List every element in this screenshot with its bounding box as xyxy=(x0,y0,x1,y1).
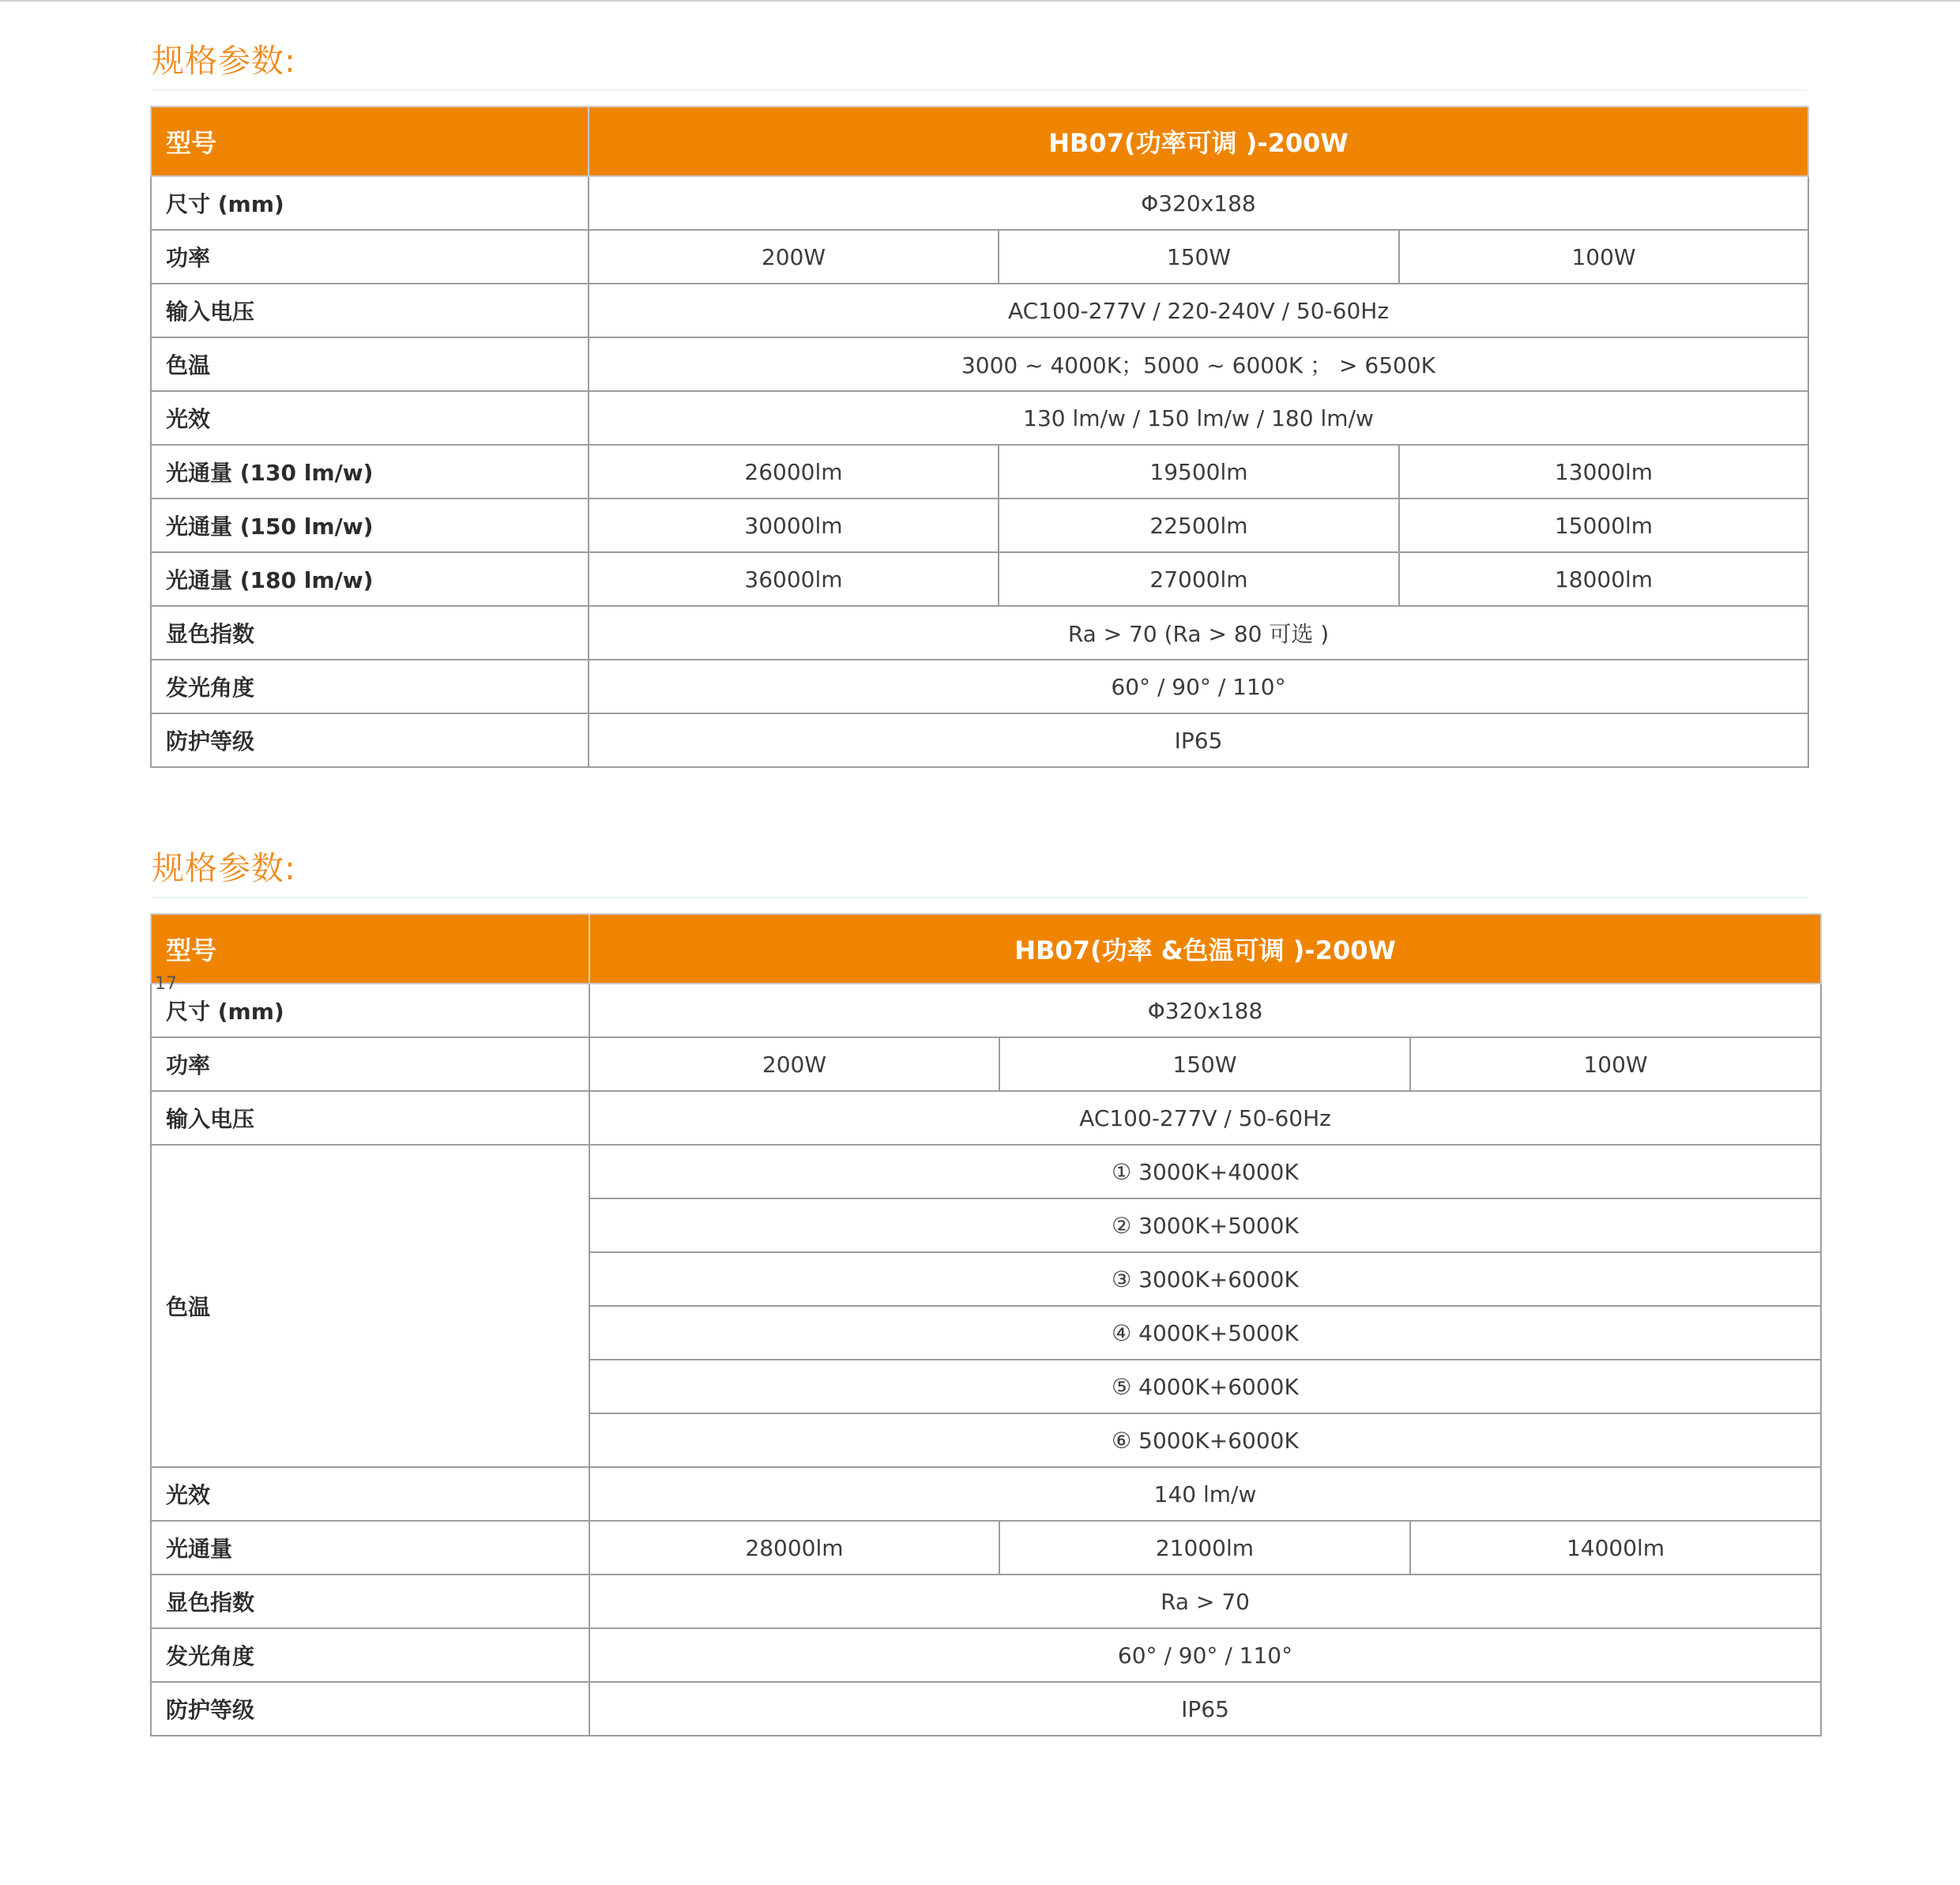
section-title-2: 规格参数: xyxy=(152,849,296,887)
row-value: AC100-277V / 220-240V / 50-60Hz xyxy=(589,284,1808,337)
table-row xyxy=(151,1682,1821,1736)
table-row xyxy=(151,176,1808,230)
row-value: 27000lm xyxy=(999,552,1399,606)
row-label: 光效 xyxy=(151,1467,589,1521)
cct-option: ④ 4000K+5000K xyxy=(589,1306,1821,1360)
title-divider-1 xyxy=(152,89,1807,91)
row-value: Φ320x188 xyxy=(589,176,1808,230)
row-label: 防护等级 xyxy=(151,713,589,767)
row-label: 输入电压 xyxy=(151,284,589,337)
row-value: 60° / 90° / 110° xyxy=(589,1628,1821,1682)
row-value: Φ320x188 xyxy=(589,984,1821,1037)
table-row xyxy=(151,230,1808,284)
table-row xyxy=(151,552,1808,606)
row-label: 功率 xyxy=(151,230,589,284)
row-value: 140 lm/w xyxy=(589,1467,1821,1521)
row-value: 200W xyxy=(589,1037,999,1091)
row-value: 100W xyxy=(1410,1037,1821,1091)
model-value: HB07(功率可调 )-200W xyxy=(589,107,1808,176)
table-row xyxy=(151,713,1808,767)
row-label: 显色指数 xyxy=(151,606,589,660)
table-row xyxy=(151,1575,1821,1628)
top-rule xyxy=(0,0,1960,2)
table-row xyxy=(151,1091,1821,1145)
row-value: 150W xyxy=(999,1037,1410,1091)
row-value: 130 lm/w / 150 lm/w / 180 lm/w xyxy=(589,391,1808,445)
table-row xyxy=(151,1145,1821,1198)
cct-option: ① 3000K+4000K xyxy=(589,1145,1821,1198)
row-label: 显色指数 xyxy=(151,1575,589,1628)
section-title-1: 规格参数: xyxy=(152,42,296,80)
row-value: 18000lm xyxy=(1399,552,1808,606)
cct-option: ⑥ 5000K+6000K xyxy=(589,1413,1821,1467)
row-label: 色温 xyxy=(151,337,589,391)
row-value: 30000lm xyxy=(589,499,999,552)
row-value: Ra > 70 (Ra > 80 可选 ) xyxy=(589,606,1808,660)
row-value: 3000 ~ 4000K；5000 ~ 6000K ； > 6500K xyxy=(589,337,1808,391)
row-label: 发光角度 xyxy=(151,1628,589,1682)
title-divider-2 xyxy=(152,897,1807,898)
spec-table-1 xyxy=(150,106,1809,768)
row-label: 尺寸 (mm) xyxy=(151,176,589,230)
row-label: 尺寸 (mm) xyxy=(151,984,589,1037)
table-row xyxy=(151,660,1808,713)
model-value: HB07(功率 &色温可调 )-200W xyxy=(589,914,1821,984)
row-value: 150W xyxy=(999,230,1399,284)
row-label: 防护等级 xyxy=(151,1682,589,1736)
spec-table-2 xyxy=(150,913,1822,1736)
cct-option: ② 3000K+5000K xyxy=(589,1198,1821,1252)
row-value: 60° / 90° / 110° xyxy=(589,660,1808,713)
model-label: 型号 xyxy=(151,914,589,984)
table-row xyxy=(151,445,1808,499)
row-label: 光通量 (130 lm/w) xyxy=(151,445,589,499)
row-label: 发光角度 xyxy=(151,660,589,713)
table-row xyxy=(151,284,1808,337)
row-value: Ra > 70 xyxy=(589,1575,1821,1628)
row-value: 19500lm xyxy=(999,445,1399,499)
row-value: IP65 xyxy=(589,1682,1821,1736)
row-label: 光效 xyxy=(151,391,589,445)
row-label: 色温 xyxy=(151,1145,589,1467)
row-value: 28000lm xyxy=(589,1521,999,1575)
row-value: 22500lm xyxy=(999,499,1399,552)
table-header-row xyxy=(151,107,1808,176)
row-value: 100W xyxy=(1399,230,1808,284)
row-value: 15000lm xyxy=(1399,499,1808,552)
table-row xyxy=(151,1467,1821,1521)
table-row xyxy=(151,337,1808,391)
row-label: 光通量 (150 lm/w) xyxy=(151,499,589,552)
row-label: 输入电压 xyxy=(151,1091,589,1145)
table-row xyxy=(151,1037,1821,1091)
table-row xyxy=(151,1628,1821,1682)
table-row xyxy=(151,606,1808,660)
row-value: 200W xyxy=(589,230,999,284)
table-row xyxy=(151,391,1808,445)
row-label: 光通量 xyxy=(151,1521,589,1575)
row-value: 36000lm xyxy=(589,552,999,606)
row-value: 14000lm xyxy=(1410,1521,1821,1575)
cct-option: ③ 3000K+6000K xyxy=(589,1252,1821,1306)
table-header-row xyxy=(151,914,1821,984)
row-value: AC100-277V / 50-60Hz xyxy=(589,1091,1821,1145)
model-label: 型号 xyxy=(151,107,589,176)
row-value: IP65 xyxy=(589,713,1808,767)
row-label: 光通量 (180 lm/w) xyxy=(151,552,589,606)
row-value: 13000lm xyxy=(1399,445,1808,499)
cct-option: ⑤ 4000K+6000K xyxy=(589,1360,1821,1413)
page-number: 17 xyxy=(155,974,177,994)
table-row xyxy=(151,1521,1821,1575)
row-label: 功率 xyxy=(151,1037,589,1091)
row-value: 21000lm xyxy=(999,1521,1410,1575)
row-value: 26000lm xyxy=(589,445,999,499)
table-row xyxy=(151,984,1821,1037)
table-row xyxy=(151,499,1808,552)
